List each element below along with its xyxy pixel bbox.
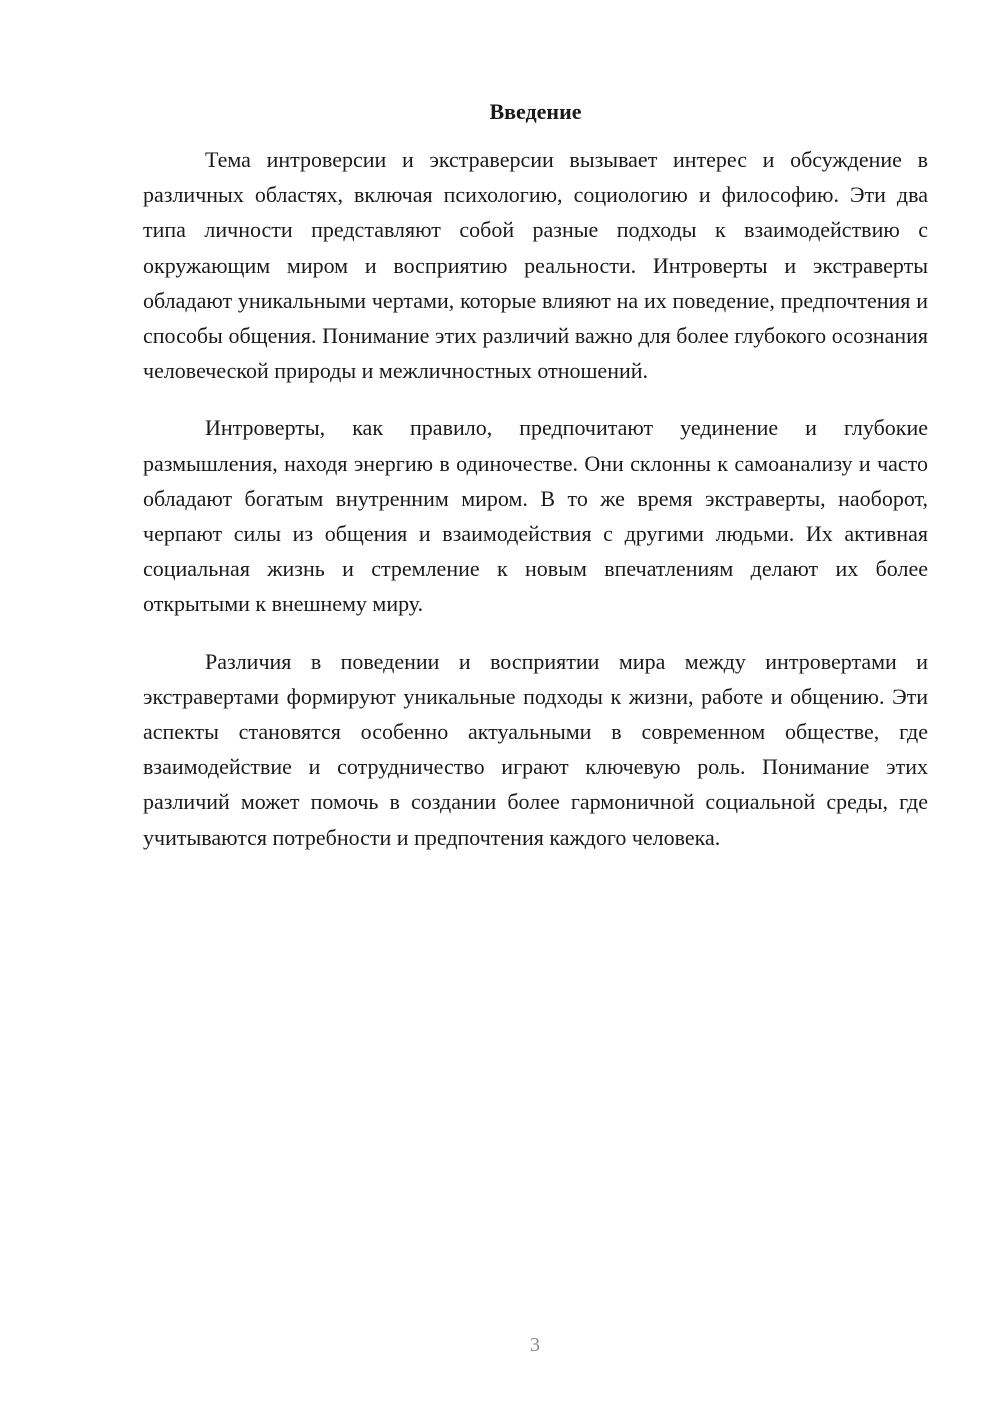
- body-text: [143, 142, 928, 877]
- page-number: 3: [530, 1334, 540, 1356]
- paragraph-2: Интроверты, как правило, предпочитают уединение и глубокие размышления, находя энергию в одиночестве. Они склонны к самоанализу и часто обладают богатым внутренним миром. В то же время экстраверты, наоборот, черпают силы из общения и взаимодействия с другими людьми. Их активная социальная жизнь и стремление к новым впечатлениям делают их более открытыми к внешнему миру.: [143, 415, 928, 617]
- page-title: Введение: [489, 99, 582, 124]
- paragraph-1: Тема интроверсии и экстраверсии вызывает интерес и обсуждение в различных областях, включая психологию, социологию и философию. Эти два типа личности представляют собой разные подходы к взаимодействию с окружающим миром и восприятию реальности. Интроверты и экстраверты обладают уникальными чертами, которые влияют на их поведение, предпочтения и способы общения. Понимание этих различий важно для более глубокого осознания человеческой природы и межличностных отношений.: [143, 147, 928, 384]
- paragraph-3: Различия в поведении и восприятии мира между интровертами и экстравертами формируют уникальные подходы к жизни, работе и общению. Эти аспекты становятся особенно актуальными в современном обществе, где взаимодействие и сотрудничество играют ключевую роль. Понимание этих различий может помочь в создании более гармоничной социальной среды, где учитываются потребности и предпочтения каждого человека.: [143, 648, 928, 850]
